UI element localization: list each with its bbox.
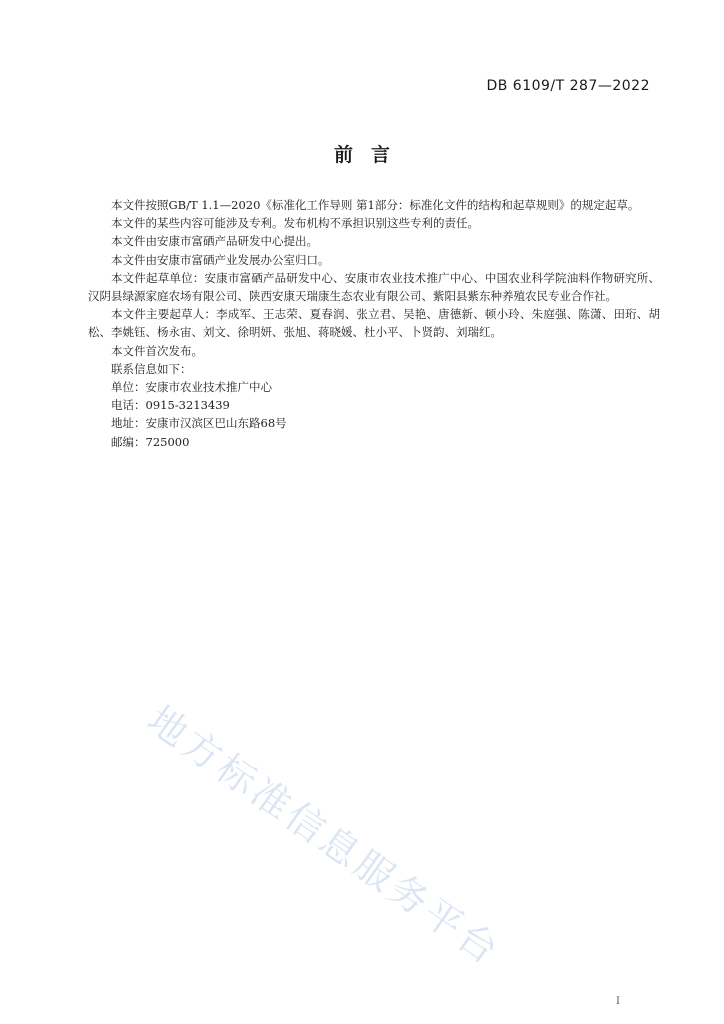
paragraph-contact-intro: 联系信息如下： — [111, 361, 192, 376]
contact-address: 地址：安康市汉滨区巴山东路68号 — [111, 416, 287, 431]
paragraph-drafting-rules: 本文件按照GB/T 1.1—2020《标准化工作导则 第1部分：标准化文件的结构和起草规则》的规定起草。 — [111, 198, 640, 212]
paragraph-administrator: 本文件由安康市富硒产业发展办公室归口。 — [111, 252, 330, 267]
page-number: I — [616, 996, 620, 1007]
standard-number: DB 6109/T 287—2022 — [486, 78, 650, 94]
foreword-body — [88, 196, 660, 451]
paragraph-patent-notice: 本文件的某些内容可能涉及专利。发布机构不承担识别这些专利的责任。 — [111, 216, 479, 231]
watermark: 地方标准信息服务平台 — [139, 697, 509, 975]
contact-phone: 电话：0915-3213439 — [111, 398, 230, 413]
contact-postcode: 邮编：725000 — [111, 434, 190, 449]
paragraph-first-release: 本文件首次发布。 — [111, 343, 203, 358]
paragraph-drafting-units: 本文件起草单位：安康市富硒产品研发中心、安康市农业技术推广中心、中国农业科学院油料作物研究所、汉阴县绿源家庭农场有限公司、陕西安康天瑞康生态农业有限公司、紫阳县紫东种养殖农民专业合作社。 — [88, 270, 660, 304]
contact-unit: 单位：安康市农业技术推广中心 — [111, 380, 272, 395]
paragraph-proposer: 本文件由安康市富硒产品研发中心提出。 — [111, 234, 318, 249]
paragraph-drafters: 本文件主要起草人：李成军、王志荣、夏春润、张立君、吴艳、唐德新、顿小玲、朱庭强、陈潇、田珩、胡松、李姚钰、杨永宙、刘文、徐明妍、张旭、蒋晓媛、杜小平、卜贤韵、刘瑞红。 — [88, 307, 660, 340]
page-title: 前言 — [333, 144, 408, 166]
